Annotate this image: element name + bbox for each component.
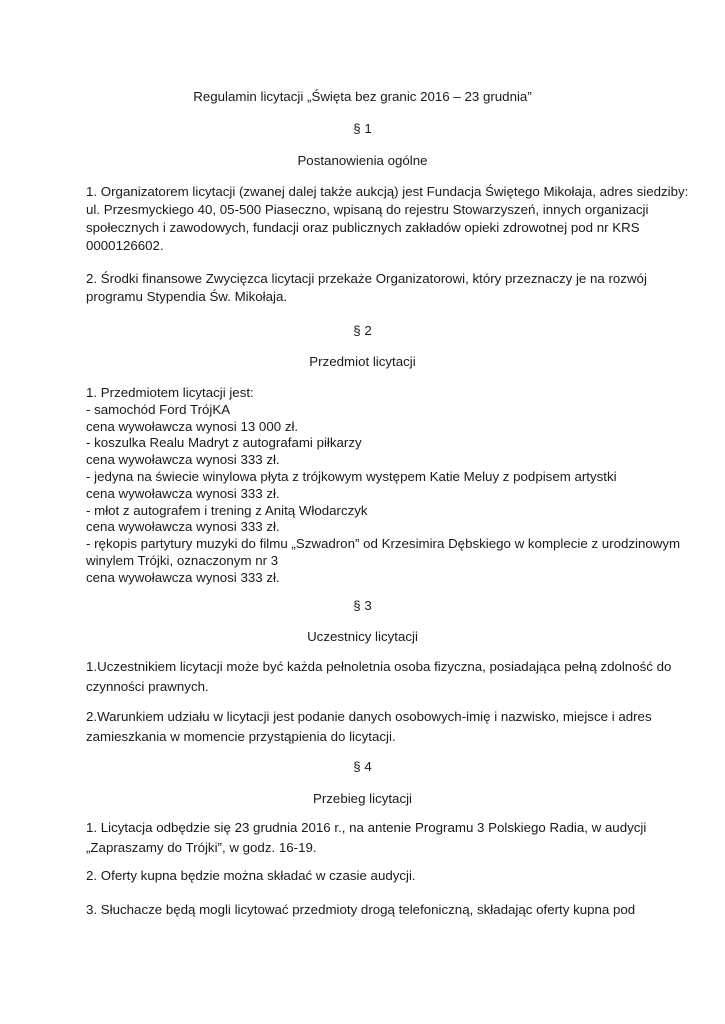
text-line: 2. Oferty kupna będzie można składać w czasie audycji. <box>86 868 416 883</box>
section-3-paragraph-2 <box>86 707 652 747</box>
text-line: „Zapraszamy do Trójki”, w godz. 16-19. <box>86 840 317 855</box>
list-item: - samochód Ford TrójKA <box>86 401 231 417</box>
section-4-heading: Przebieg licytacji <box>312 791 413 806</box>
section-4-paragraph-1 <box>86 818 647 858</box>
text-line: społecznych i zawodowych, fundacji oraz publicznych zakładów opieki zdrowotnej pod nr KRS <box>86 220 640 235</box>
section-2-heading: Przedmiot licytacji <box>309 354 416 369</box>
text-line: 2.Warunkiem udziału w licytacji jest podanie danych osobowych-imię i nazwisko, miejsce i adres <box>86 709 652 724</box>
section-1-heading: Postanowienia ogólne <box>297 153 428 168</box>
text-line: 1. Licytacja odbędzie się 23 grudnia 2016 r., na antenie Programu 3 Polskiego Radia, w audycji <box>86 820 647 835</box>
list-item: cena wywoławcza wynosi 333 zł. <box>86 452 280 468</box>
section-1-paragraph-1 <box>86 183 689 255</box>
section-1-paragraph-2 <box>86 270 647 306</box>
text-line: czynności prawnych. <box>86 679 209 694</box>
text-line: ul. Przesmyckiego 40, 05-500 Piaseczno, wpisaną do rejestru Stowarzyszeń, innych organizacji <box>86 202 649 217</box>
section-4-paragraph-3 <box>86 901 639 919</box>
text-line: zamieszkania w momencie przystąpienia do licytacji. <box>86 729 396 744</box>
list-item: 1. Przedmiotem licytacji jest: <box>86 385 254 400</box>
text-line: 0000126602. <box>86 238 164 253</box>
text-line: 1. Organizatorem licytacji (zwanej dalej także aukcją) jest Fundacja Świętego Mikołaja, adres siedziby: <box>86 184 689 199</box>
section-2-item-list <box>86 385 681 587</box>
list-item: cena wywoławcza wynosi 333 zł. <box>86 485 280 501</box>
document-title: Regulamin licytacji „Święta bez granic 2016 – 23 grudnia” <box>193 89 532 104</box>
section-1-number: § 1 <box>353 121 372 136</box>
list-item: cena wywoławcza wynosi 333 zł. <box>86 569 280 585</box>
section-3-number: § 3 <box>353 598 372 613</box>
text-line: 1.Uczestnikiem licytacji może być każda pełnoletnia osoba fizyczna, posiadająca pełną zdolność do <box>86 659 672 674</box>
list-item: - jedyna na świecie winylowa płyta z trójkowym występem Katie Meluy z podpisem artystki <box>86 468 617 484</box>
text-line: programu Stypendia Św. Mikołaja. <box>86 289 288 304</box>
section-3-paragraph-1 <box>86 657 672 697</box>
list-item: cena wywoławcza wynosi 333 zł. <box>86 519 280 535</box>
list-item: winylem Trójki, oznaczonym nr 3 <box>86 552 279 568</box>
section-3-heading: Uczestnicy licytacji <box>307 629 418 644</box>
section-4-number: § 4 <box>353 759 372 774</box>
list-item: cena wywoławcza wynosi 13 000 zł. <box>86 418 299 434</box>
list-item: - koszulka Realu Madryt z autografami piłkarzy <box>86 435 362 451</box>
list-item: - młot z autografem i trening z Anitą Włodarczyk <box>86 502 368 518</box>
section-2-number: § 2 <box>353 323 372 338</box>
text-line: 2. Środki finansowe Zwycięzca licytacji przekaże Organizatorowi, który przeznaczy je na rozwój <box>86 271 647 286</box>
text-line: 3. Słuchacze będą mogli licytować przedmioty drogą telefoniczną, składając oferty kupna pod <box>86 902 636 917</box>
list-item: - rękopis partytury muzyki do filmu „Szwadron” od Krzesimira Dębskiego w komplecie z urodzinowym <box>86 536 681 552</box>
section-4-paragraph-2 <box>86 867 639 885</box>
